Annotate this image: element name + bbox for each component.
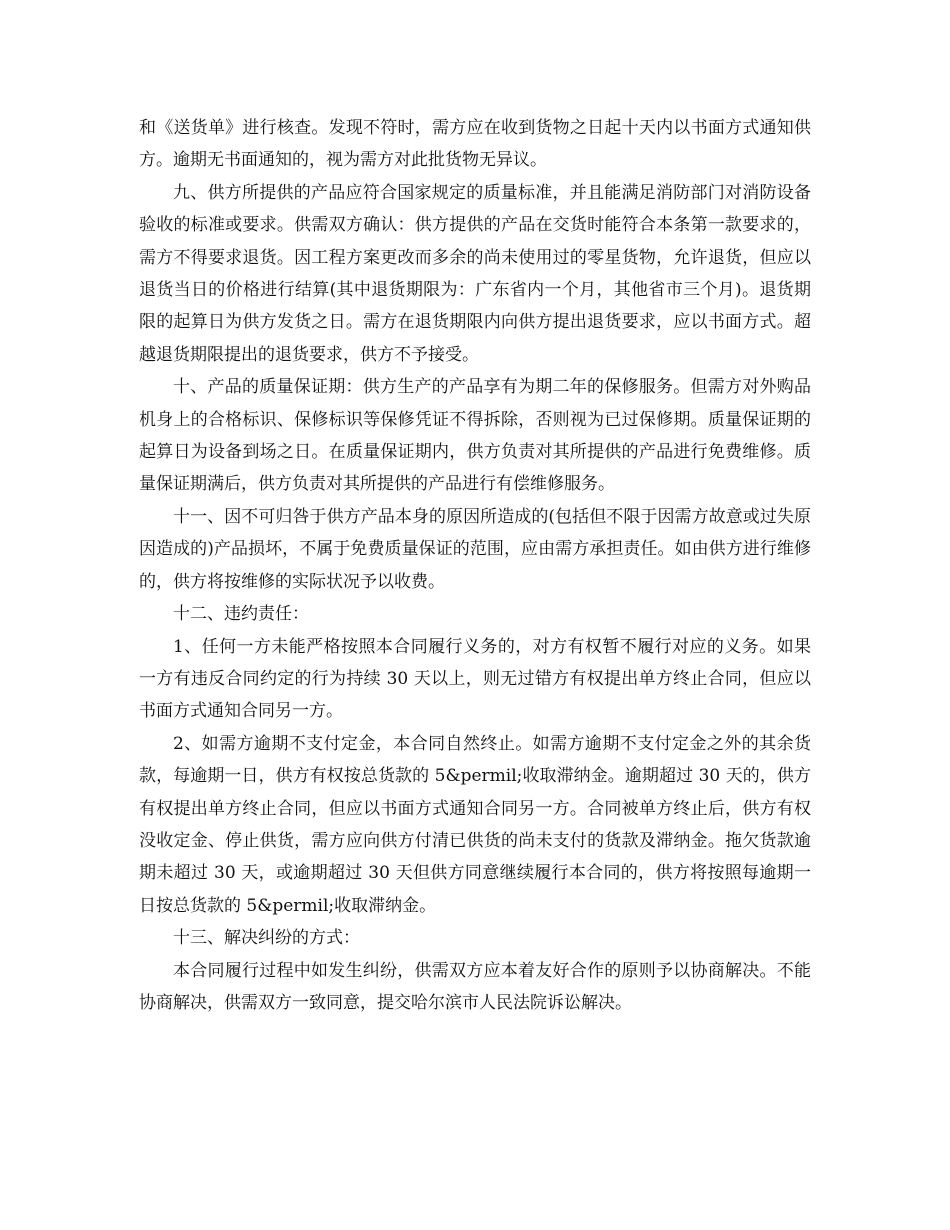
paragraph-goods-inspection: 和《送货单》进行核查。发现不符时，需方应在收到货物之日起十天内以书面方式通知供方。逾期无书面通知的，视为需方对此批货物无异议。: [139, 118, 811, 171]
paragraph-dispute-resolution: 本合同履行过程中如发生纠纷，供需双方应本着友好合作的原则予以协商解决。不能协商解决，供需双方一致同意，提交哈尔滨市人民法院诉讼解决。: [139, 960, 811, 1013]
contract-body: [139, 112, 811, 1019]
heading-clause-twelve-breach: 十二、违约责任：: [173, 604, 309, 625]
paragraph-clause-nine-quality-returns: 九、供方所提供的产品应符合国家规定的质量标准，并且能满足消防部门对消防设备验收的标准或要求。供需双方确认：供方提供的产品在交货时能符合本条第一款要求的，需方不得要求退货。因工程方案更改而多余的尚未使用过的零星货物，允许退货，但应以退货当日的价格进行结算(其中退货期限为：广东省内一个月，其他省市三个月)。退货期限的起算日为供方发货之日。需方在退货期限内向供方提出退货要求，应以书面方式。超越退货期限提出的退货要求，供方不予接受。: [139, 182, 811, 365]
paragraph-breach-item-2: 2、如需方逾期不支付定金，本合同自然终止。如需方逾期不支付定金之外的其余货款，每逾期一日，供方有权按总货款的 5&permil;收取滞纳金。逾期超过 30 天的，供方有权提出单方终止合同，但应以书面方式通知合同另一方。合同被单方终止后，供方有权没收定金、停止供货，需方应向供方付清已供货的尚未支付的货款及滞纳金。拖欠货款逾期未超过 30 天，或逾期超过 30 天但供方同意继续履行本合同的，供方将按照每逾期一日按总货款的 5&permil;收取滞纳金。: [139, 733, 811, 916]
paragraph-clause-ten-warranty: 十、产品的质量保证期：供方生产的产品享有为期二年的保修服务。但需方对外购品机身上的合格标识、保修标识等保修凭证不得拆除，否则视为已过保修期。质量保证期的起算日为设备到场之日。在质量保证期内，供方负责对其所提供的产品进行免费维修。质量保证期满后，供方负责对其所提供的产品进行有偿维修服务。: [139, 377, 811, 495]
heading-clause-thirteen-disputes: 十三、解决纠纷的方式：: [173, 928, 360, 949]
paragraph-clause-eleven-damage: 十一、因不可归咎于供方产品本身的原因所造成的(包括但不限于因需方故意或过失原因造成的)产品损坏，不属于免费质量保证的范围，应由需方承担责任。如由供方进行维修的，供方将按维修的实际状况予以收费。: [139, 506, 811, 592]
paragraph-breach-item-1: 1、任何一方未能严格按照本合同履行义务的，对方有权暂不履行对应的义务。如果一方有违反合同约定的行为持续 30 天以上，则无过错方有权提出单方终止合同，但应以书面方式通知合同另一方。: [139, 636, 811, 722]
